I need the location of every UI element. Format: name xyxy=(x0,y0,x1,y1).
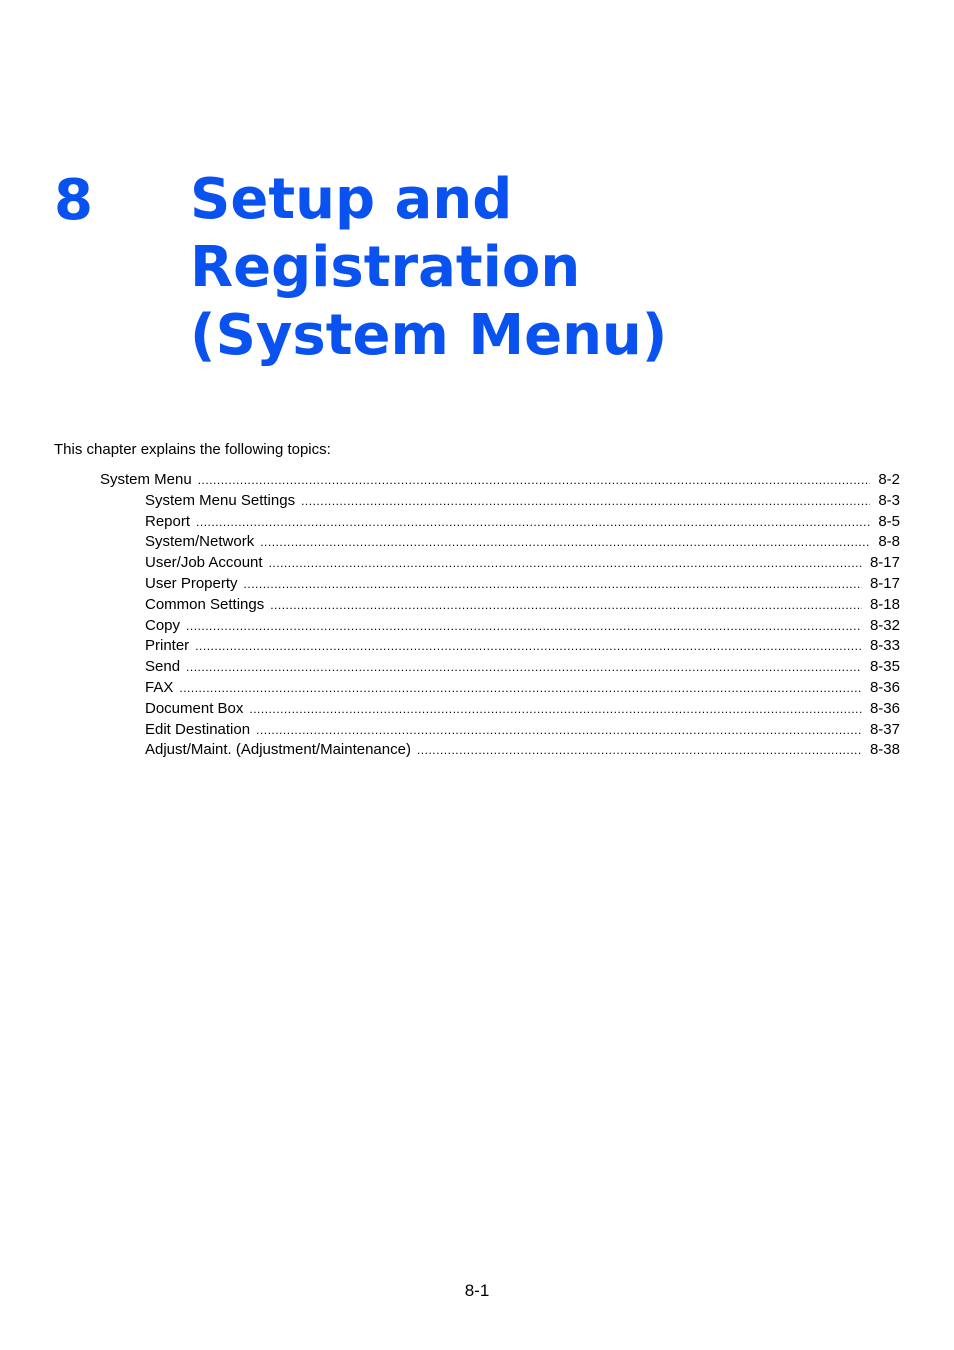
toc-dot-leader xyxy=(249,699,862,720)
toc-entry-label: Edit Destination xyxy=(145,720,251,738)
toc-entry[interactable] xyxy=(100,616,900,637)
toc-entry[interactable] xyxy=(100,595,900,616)
toc-entry[interactable] xyxy=(100,657,900,678)
toc-entry[interactable] xyxy=(100,470,900,491)
toc-dot-leader xyxy=(417,740,862,761)
toc-entry[interactable] xyxy=(100,740,900,761)
toc-dot-leader xyxy=(301,491,870,512)
toc-entry-label: Common Settings xyxy=(145,595,265,613)
toc-entry-label: FAX xyxy=(145,678,174,696)
toc-entry-page: 8-36 xyxy=(869,699,900,717)
toc-entry-label: System Menu Settings xyxy=(145,491,296,509)
toc-entry-label: Printer xyxy=(145,637,190,655)
toc-entry[interactable] xyxy=(100,491,900,512)
toc-entry-page: 8-5 xyxy=(878,512,900,530)
toc-entry-page: 8-2 xyxy=(878,471,900,488)
toc-entry[interactable] xyxy=(100,699,900,720)
toc-entry-label: Copy xyxy=(145,616,181,634)
toc-entry[interactable] xyxy=(100,636,900,657)
toc-dot-leader xyxy=(179,678,862,699)
toc-entry-label: Document Box xyxy=(145,699,244,717)
toc-entry-page: 8-32 xyxy=(869,616,900,634)
toc-entry[interactable] xyxy=(100,553,900,574)
toc-entry[interactable] xyxy=(100,720,900,741)
toc-dot-leader xyxy=(186,616,862,637)
toc-dot-leader xyxy=(256,720,862,741)
toc-entry-label: Send xyxy=(145,658,181,676)
toc-dot-leader xyxy=(196,512,870,533)
chapter-title-line: Registration xyxy=(190,235,581,300)
toc-entry-page: 8-3 xyxy=(878,491,900,509)
chapter-intro-text: This chapter explains the following topics: xyxy=(54,441,331,458)
toc-entry-label: User Property xyxy=(145,574,238,592)
toc-dot-leader xyxy=(195,636,862,657)
toc-entry[interactable] xyxy=(100,574,900,595)
toc-entry-page: 8-35 xyxy=(869,658,900,676)
toc-entry[interactable] xyxy=(100,512,900,533)
toc-entry-page: 8-38 xyxy=(869,741,900,759)
toc-entry[interactable] xyxy=(100,678,900,699)
toc-dot-leader xyxy=(270,595,862,616)
toc-dot-leader xyxy=(244,574,862,595)
toc-entry-label: System Menu xyxy=(100,471,192,488)
toc-entry-page: 8-17 xyxy=(869,574,900,592)
toc-entry-page: 8-17 xyxy=(869,554,900,572)
toc-dot-leader xyxy=(186,657,862,678)
toc-dot-leader xyxy=(269,553,862,574)
chapter-title xyxy=(190,166,890,370)
chapter-title-line: Setup and xyxy=(190,167,513,232)
toc-entry-page: 8-36 xyxy=(869,678,900,696)
toc-entry[interactable] xyxy=(100,532,900,553)
toc-entry-page: 8-18 xyxy=(869,595,900,613)
table-of-contents xyxy=(100,470,900,761)
chapter-number: 8 xyxy=(54,168,93,233)
page-number: 8-1 xyxy=(464,1281,490,1300)
toc-entry-page: 8-8 xyxy=(878,533,900,551)
toc-entry-label: User/Job Account xyxy=(145,554,263,572)
toc-dot-leader xyxy=(198,470,871,491)
toc-entry-label: Report xyxy=(145,512,191,530)
toc-dot-leader xyxy=(260,532,870,553)
toc-entry-page: 8-37 xyxy=(869,720,900,738)
toc-entry-label: Adjust/Maint. (Adjustment/Maintenance) xyxy=(145,741,411,759)
chapter-title-line: (System Menu) xyxy=(190,303,668,368)
toc-entry-label: System/Network xyxy=(145,533,255,551)
toc-entry-page: 8-33 xyxy=(869,637,900,655)
